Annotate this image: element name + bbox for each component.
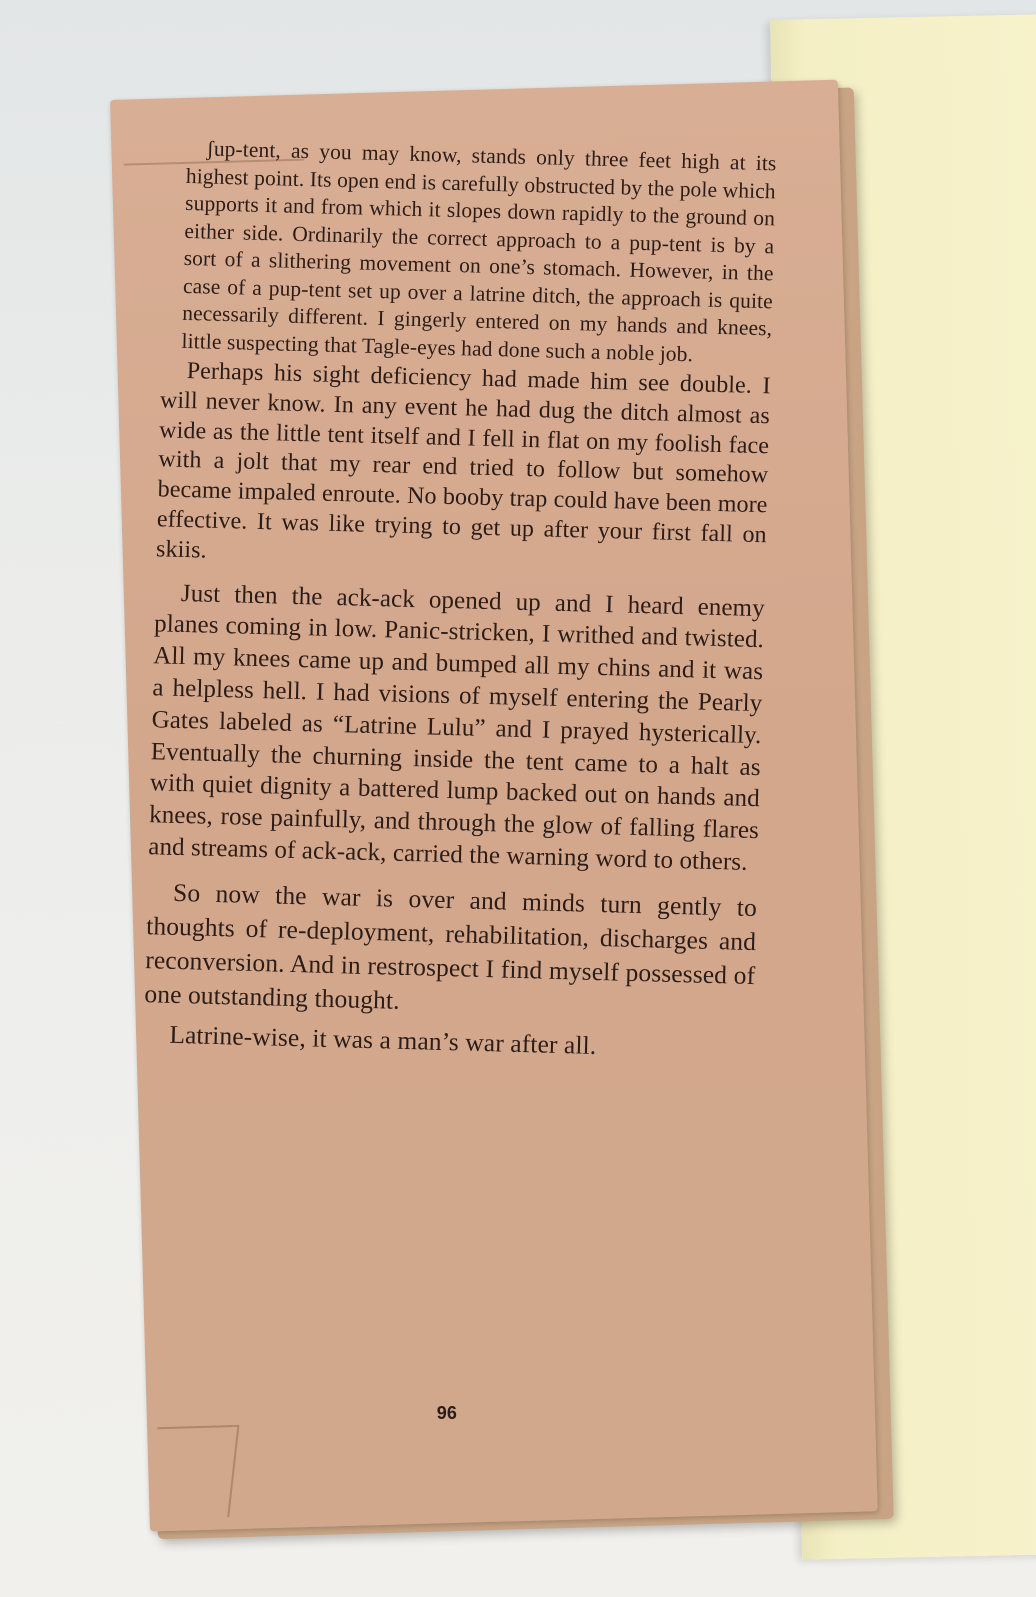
- page-text-block: [143, 134, 777, 1066]
- page-corner-crease: [147, 1425, 239, 1520]
- paragraph-5: Latrine-wise, it was a man’s war after all.: [169, 1019, 597, 1060]
- book-page: [110, 80, 878, 1532]
- paragraph-4: So now the war is over and minds turn gently to thoughts of re-deployment, rehabilitation, discharges and reconversion. And in restrospect I find myself possessed of one outstanding thought.: [144, 877, 758, 1015]
- paragraph-1: ʃup-tent, as you may know, stands only three feet high at its highest point. Its open end is carefully obstructed by the pole which supports it and from which it slopes down rapidly to the ground on either side. Ordinarily the correct approach to a pup-tent is by a sort of a slithering movement on one’s stomach. However, in the case of a pup-tent set up over a latrine ditch, the approach is quite necessarily different. I gingerly entered on my hands and knees, little suspecting that Tagle-eyes had done such a noble job.: [181, 136, 777, 366]
- paragraph-2: Perhaps his sight deficiency had made him see double. I will never know. In any event he had dug the ditch almost as wide as the little tent itself and I fell in flat on my foolish face with a jolt that my rear end tried to follow but somehow became impaled enroute. No booby trap could have been more effective. It was like trying to get up after your first fall on skiis.: [155, 358, 771, 564]
- paragraph-3: Just then the ack-ack opened up and I heard enemy planes coming in low. Panic-stricken, I writhed and twisted. All my knees came up and bumped all my chins and it was a helpless hell. I had visions of myself entering the Pearly Gates labeled as “Latrine Lulu” and I prayed hysterically. Eventually the churning inside the tent came to a halt as with quiet dignity a battered lump backed out on hands and knees, rose painfully, and through the glow of falling flares and streams of ack-ack, carried the warning word to others.: [147, 579, 766, 876]
- page-number: 96: [436, 1403, 457, 1424]
